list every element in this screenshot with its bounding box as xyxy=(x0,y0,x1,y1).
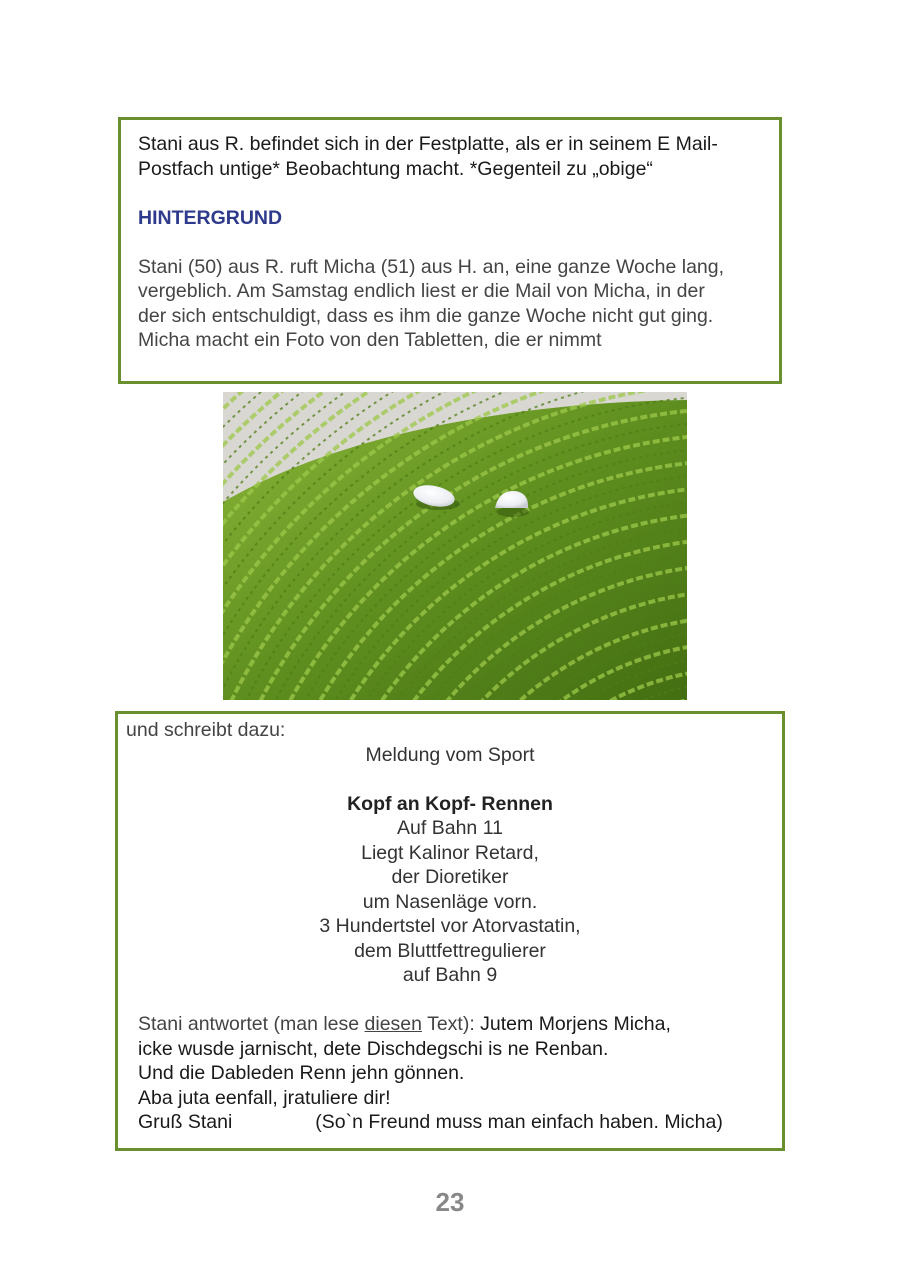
tablet-half-shadow xyxy=(497,507,529,517)
reply-line: icke wusde jarnischt, dete Dischdegschi is ne Renban. xyxy=(138,1037,609,1060)
background-line: vergeblich. Am Samstag endlich liest er die Mail von Micha, in der xyxy=(138,280,705,302)
spacer xyxy=(126,767,774,792)
reply-first: Jutem Morjens Micha, xyxy=(480,1013,671,1035)
tablets-photo xyxy=(223,392,687,700)
spacer xyxy=(138,230,771,255)
race-line: dem Bluttfettregulierer xyxy=(354,939,546,962)
reply-mid: Text): xyxy=(422,1013,481,1035)
race-line: 3 Hundertstel vor Atorvastatin, xyxy=(319,915,581,937)
race-line: Liegt Kalinor Retard, xyxy=(361,841,539,864)
signature: Gruß Stani xyxy=(138,1111,233,1133)
signature-line xyxy=(126,1110,774,1135)
reply-underlined: diesen xyxy=(364,1013,422,1035)
signature-note: (So`n Freund muss man einfach haben. Micha) xyxy=(315,1111,723,1133)
reply-intro xyxy=(126,1012,774,1037)
page-number: 23 xyxy=(435,1187,465,1217)
section-heading: HINTERGRUND xyxy=(138,206,283,229)
race-line: der Dioretiker xyxy=(391,866,509,888)
woven-mat-image xyxy=(223,392,687,700)
intro-line-2: Postfach untige* Beobachtung macht. *Gegenteil zu „obige“ xyxy=(138,157,653,180)
lead-text: und schreibt dazu: xyxy=(126,719,286,741)
race-line: Auf Bahn 11 xyxy=(397,817,503,839)
intro-line-1: Stani aus R. befindet sich in der Festplatte, als er in seinem E Mail- xyxy=(138,133,718,155)
reply-line: Aba juta eenfall, jratuliere dir! xyxy=(138,1086,391,1109)
background-line: Stani (50) aus R. ruft Micha (51) aus H. an, eine ganze Woche lang, xyxy=(138,255,725,278)
reply-prefix: Stani antwortet (man lese xyxy=(138,1013,365,1035)
spacer xyxy=(138,181,771,206)
background-line: der sich entschuldigt, dass es ihm die ganze Woche nicht gut ging. xyxy=(138,304,714,327)
message-box xyxy=(115,711,785,1151)
race-title: Kopf an Kopf- Rennen xyxy=(347,792,553,815)
race-line: auf Bahn 9 xyxy=(402,964,498,986)
race-line: um Nasenläge vorn. xyxy=(362,890,538,913)
sport-title: Meldung vom Sport xyxy=(365,743,535,766)
reply-line: Und die Dableden Renn jehn gönnen. xyxy=(138,1062,465,1084)
spacer xyxy=(126,988,774,1013)
background-line: Micha macht ein Foto von den Tabletten, die er nimmt xyxy=(138,329,602,351)
intro-box xyxy=(118,117,782,384)
